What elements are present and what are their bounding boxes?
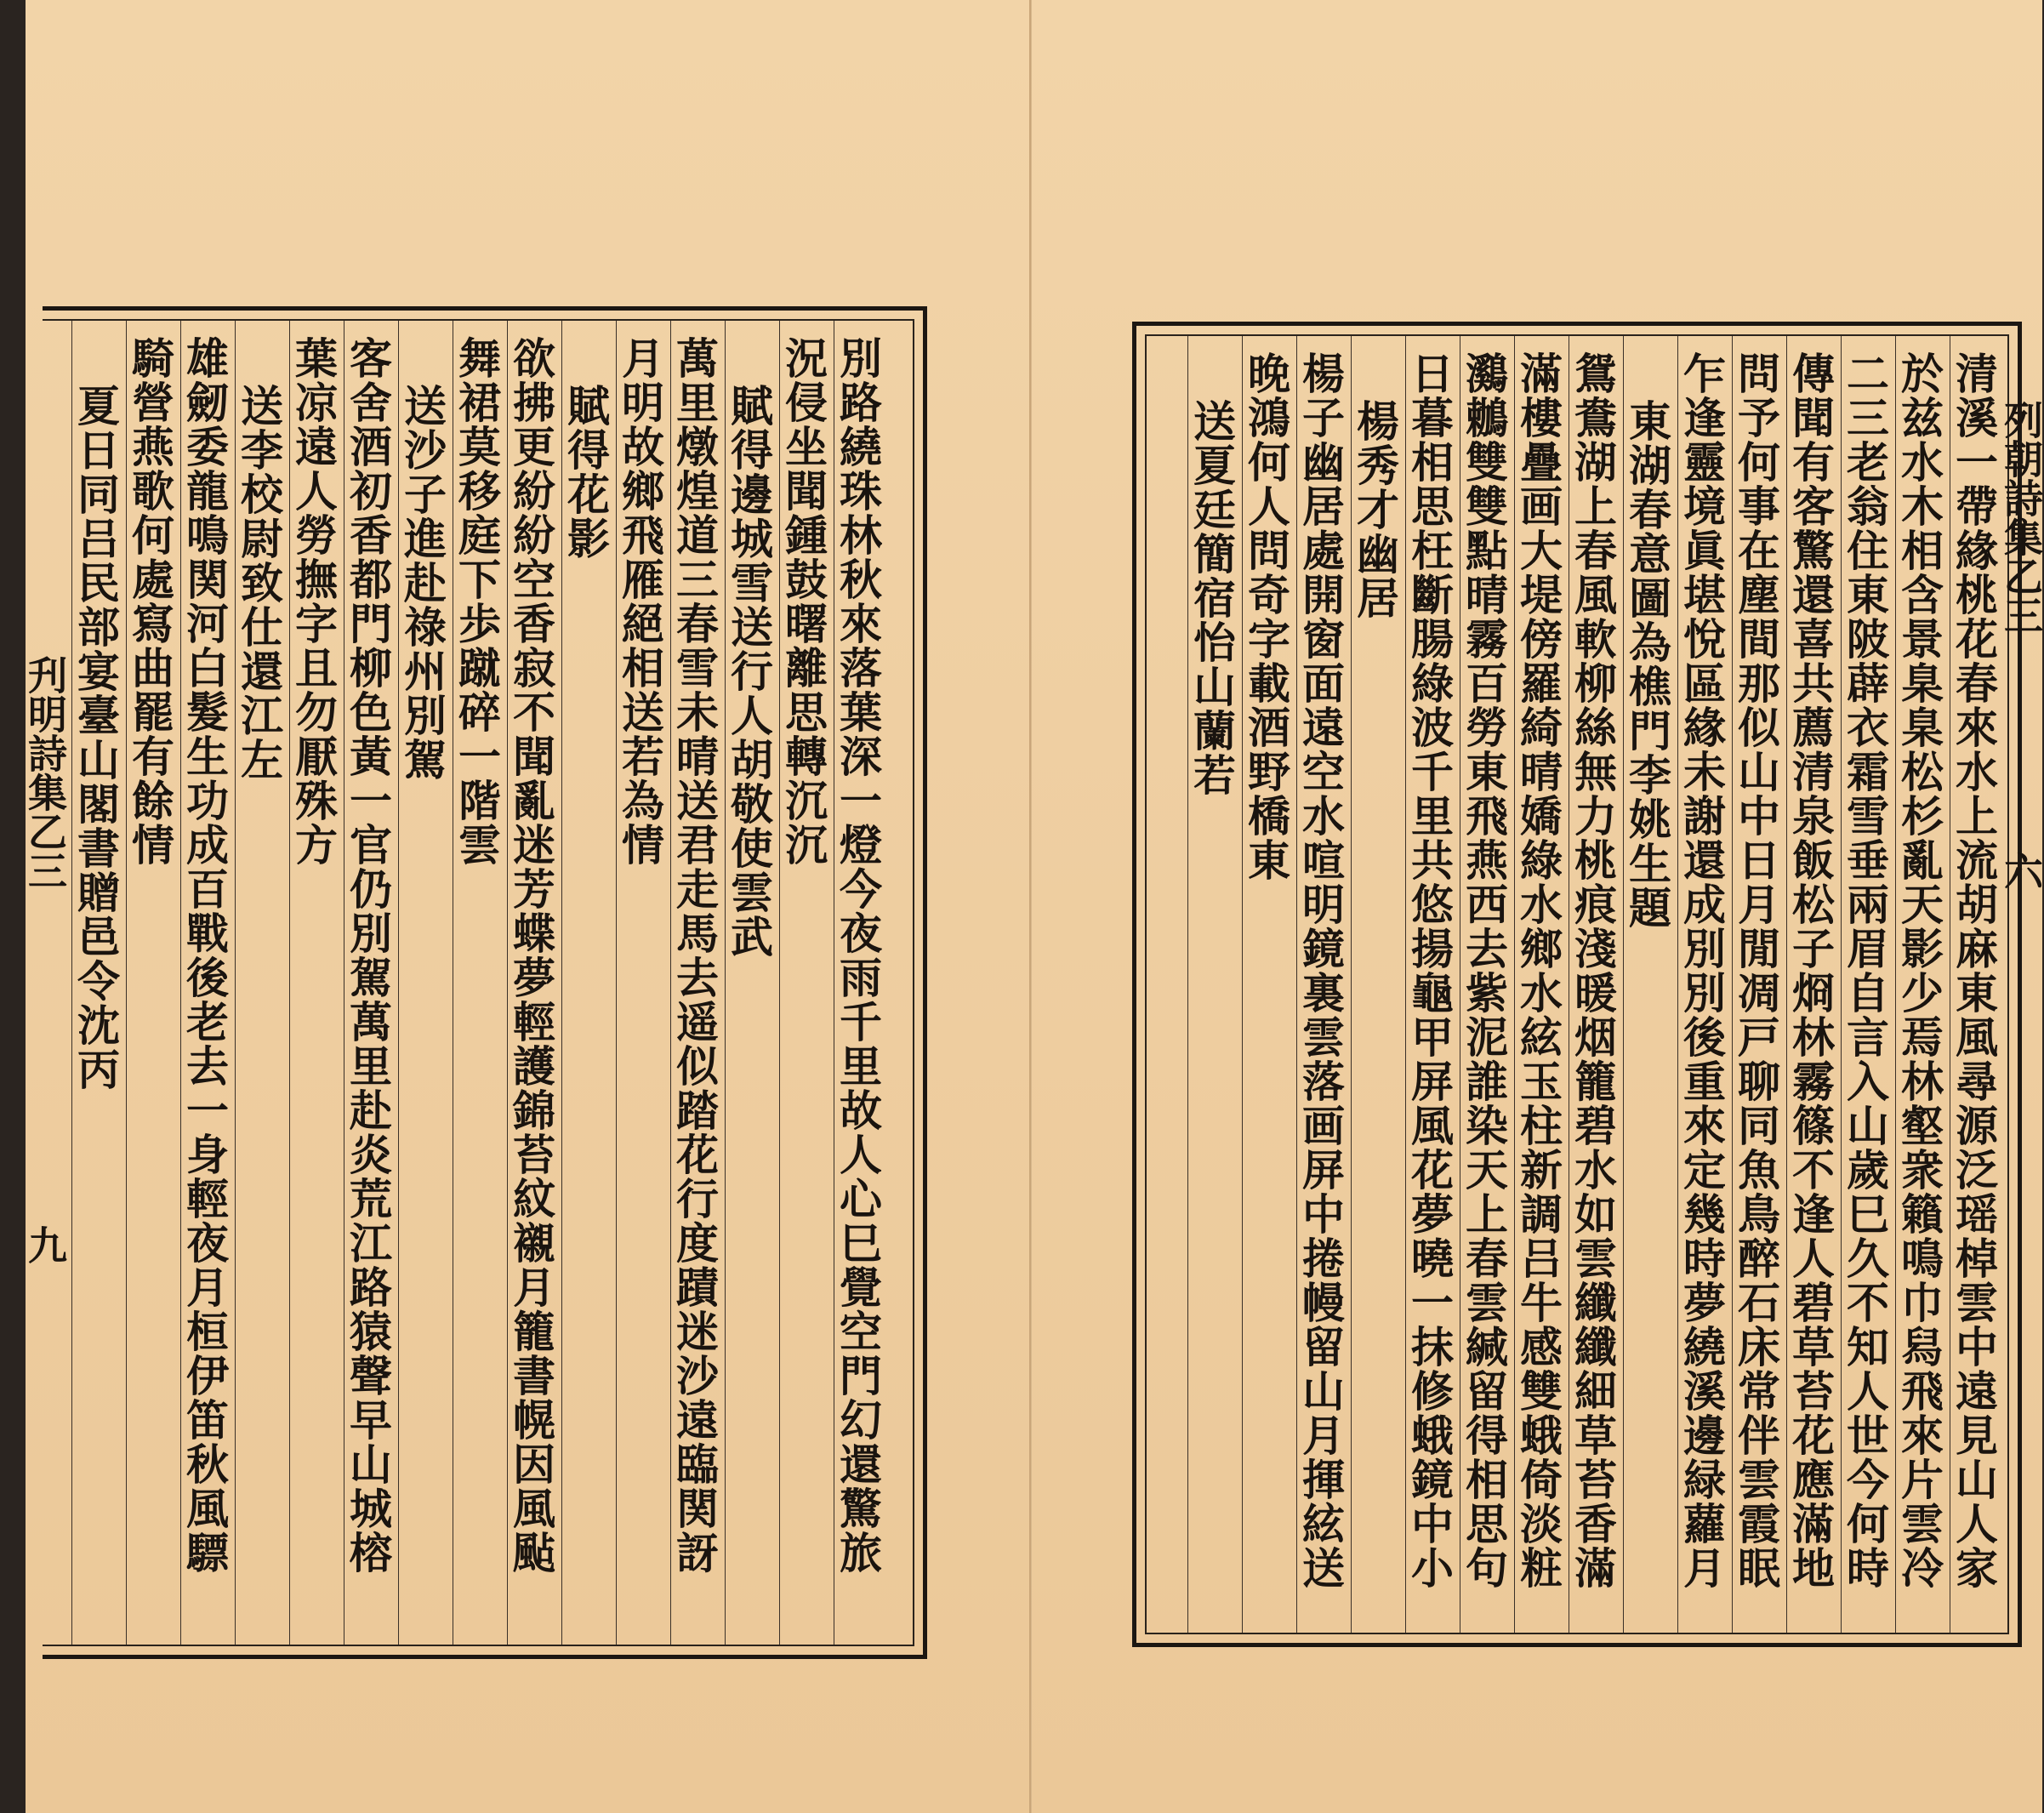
left-column-6: 賦得花影 bbox=[561, 321, 609, 1645]
right-column-15: 送夏廷簡宿怡山蘭若 bbox=[1187, 336, 1235, 1633]
right-column-12: 楊秀才幽居 bbox=[1351, 336, 1398, 1633]
left-column-1: 別路繞珠林秋來落葉深一燈今夜雨千里故人心巳覺空門幻還驚旅 bbox=[834, 321, 881, 1645]
left-column-12: 送李校尉致仕還江左 bbox=[235, 321, 282, 1645]
right-text-block bbox=[1132, 322, 2022, 1647]
right-column-14: 晚鴻何人問奇字載酒野橋東 bbox=[1242, 336, 1290, 1633]
left-column-7: 欲拂更紛紛空香寂不聞亂迷芳蝶夢輕護錦苔紋襯月籠書幌因風颭 bbox=[507, 321, 555, 1645]
left-text-frame bbox=[43, 319, 914, 1646]
right-column-7: 東湖春意圖為樵門李姚生題 bbox=[1623, 336, 1671, 1633]
left-column-9: 送沙子進赴祿州別駕 bbox=[398, 321, 446, 1645]
right-spine-page-number: 六 bbox=[1998, 851, 2044, 890]
right-page bbox=[1031, 0, 2042, 1813]
right-column-8: 鴛鴦湖上春風軟柳絲無力桃痕淺暖烟籠碧水如雲纖纖細草苔香滿 bbox=[1569, 336, 1616, 1633]
right-column-6: 乍逢靈境眞堪悅區緣未謝還成別別後重來定幾時夢繞溪邊緑蘿月 bbox=[1677, 336, 1725, 1633]
right-column-2: 於兹水木相含景臬臬松杉亂天影少焉林壑衆籟鳴巾舄飛來片雲冷 bbox=[1895, 336, 1943, 1633]
right-column-10: 鸂鶒雙雙點晴霧百勞東飛燕西去紫泥誰染天上春雲緘留得相思句 bbox=[1460, 336, 1507, 1633]
left-column-4: 萬里燉煌道三春雪未晴送君走馬去遥似踏花行度蹟迷沙遠臨関訝 bbox=[670, 321, 718, 1645]
left-text-block bbox=[43, 306, 927, 1659]
left-column-3: 賦得邊城雪送行人胡敬使雲武 bbox=[725, 321, 772, 1645]
right-column-3: 二三老翁住東陂薜衣霜雪垂兩眉自言入山歲巳久不知人世今何時 bbox=[1841, 336, 1888, 1633]
left-column-10: 客舍酒初香都門柳色黃一官仍別駕萬里赴炎荒江路猿聲早山城榕 bbox=[344, 321, 391, 1645]
left-column-2: 況侵坐聞鍾鼓曙離思轉沉沉 bbox=[779, 321, 827, 1645]
left-column-11: 葉凉遠人勞撫字且勿厭殊方 bbox=[289, 321, 337, 1645]
left-column-13: 雄劒委龍鳴関河白髮生功成百戰後老去一身輕夜月桓伊笛秋風驃 bbox=[180, 321, 228, 1645]
right-column-11: 日暮相思枉斷腸綠波千里共悠揚龜甲屏風花夢曉一抹修蛾鏡中小 bbox=[1405, 336, 1453, 1633]
right-column-1: 清溪一帶緣桃花春來水上流胡麻東風尋源泛瑶棹雲中遠見山人家 bbox=[1950, 336, 1997, 1633]
right-column-9: 滿樓疊画大堤傍羅綺晴嬌綠水鄉水絃玉柱新調吕牛感雙蛾倚淡粧 bbox=[1514, 336, 1562, 1633]
left-spine-title: 刋明詩集乙三 bbox=[22, 655, 68, 890]
left-spine-page-number: 九 bbox=[22, 1225, 68, 1264]
left-column-8: 舞裙莫移庭下歩蹴碎一階雲 bbox=[453, 321, 500, 1645]
left-page bbox=[22, 0, 1031, 1813]
right-text-frame bbox=[1145, 334, 2009, 1634]
left-column-5: 月明故鄉飛雁絕相送若為情 bbox=[616, 321, 663, 1645]
right-column-13: 楊子幽居處開窗面遠空水喧明鏡裏雲落画屏中捲幔留山月揮絃送 bbox=[1296, 336, 1344, 1633]
left-column-15: 夏日同吕民部宴臺山閣書贈邑令沈丙 bbox=[71, 321, 119, 1645]
right-column-4: 傳聞有客驚還喜共薦清泉飯松子烱林霧篠不逢人碧草苔花應滿地 bbox=[1786, 336, 1834, 1633]
right-spine-title: 列朝詩集乙三 bbox=[1998, 400, 2044, 635]
left-column-14: 騎營燕歌何處寫曲罷有餘情 bbox=[126, 321, 174, 1645]
right-column-5: 問予何事在塵間那似山中日月閒凋戸聊同魚鳥醉石床常伴雲霞眠 bbox=[1732, 336, 1779, 1633]
